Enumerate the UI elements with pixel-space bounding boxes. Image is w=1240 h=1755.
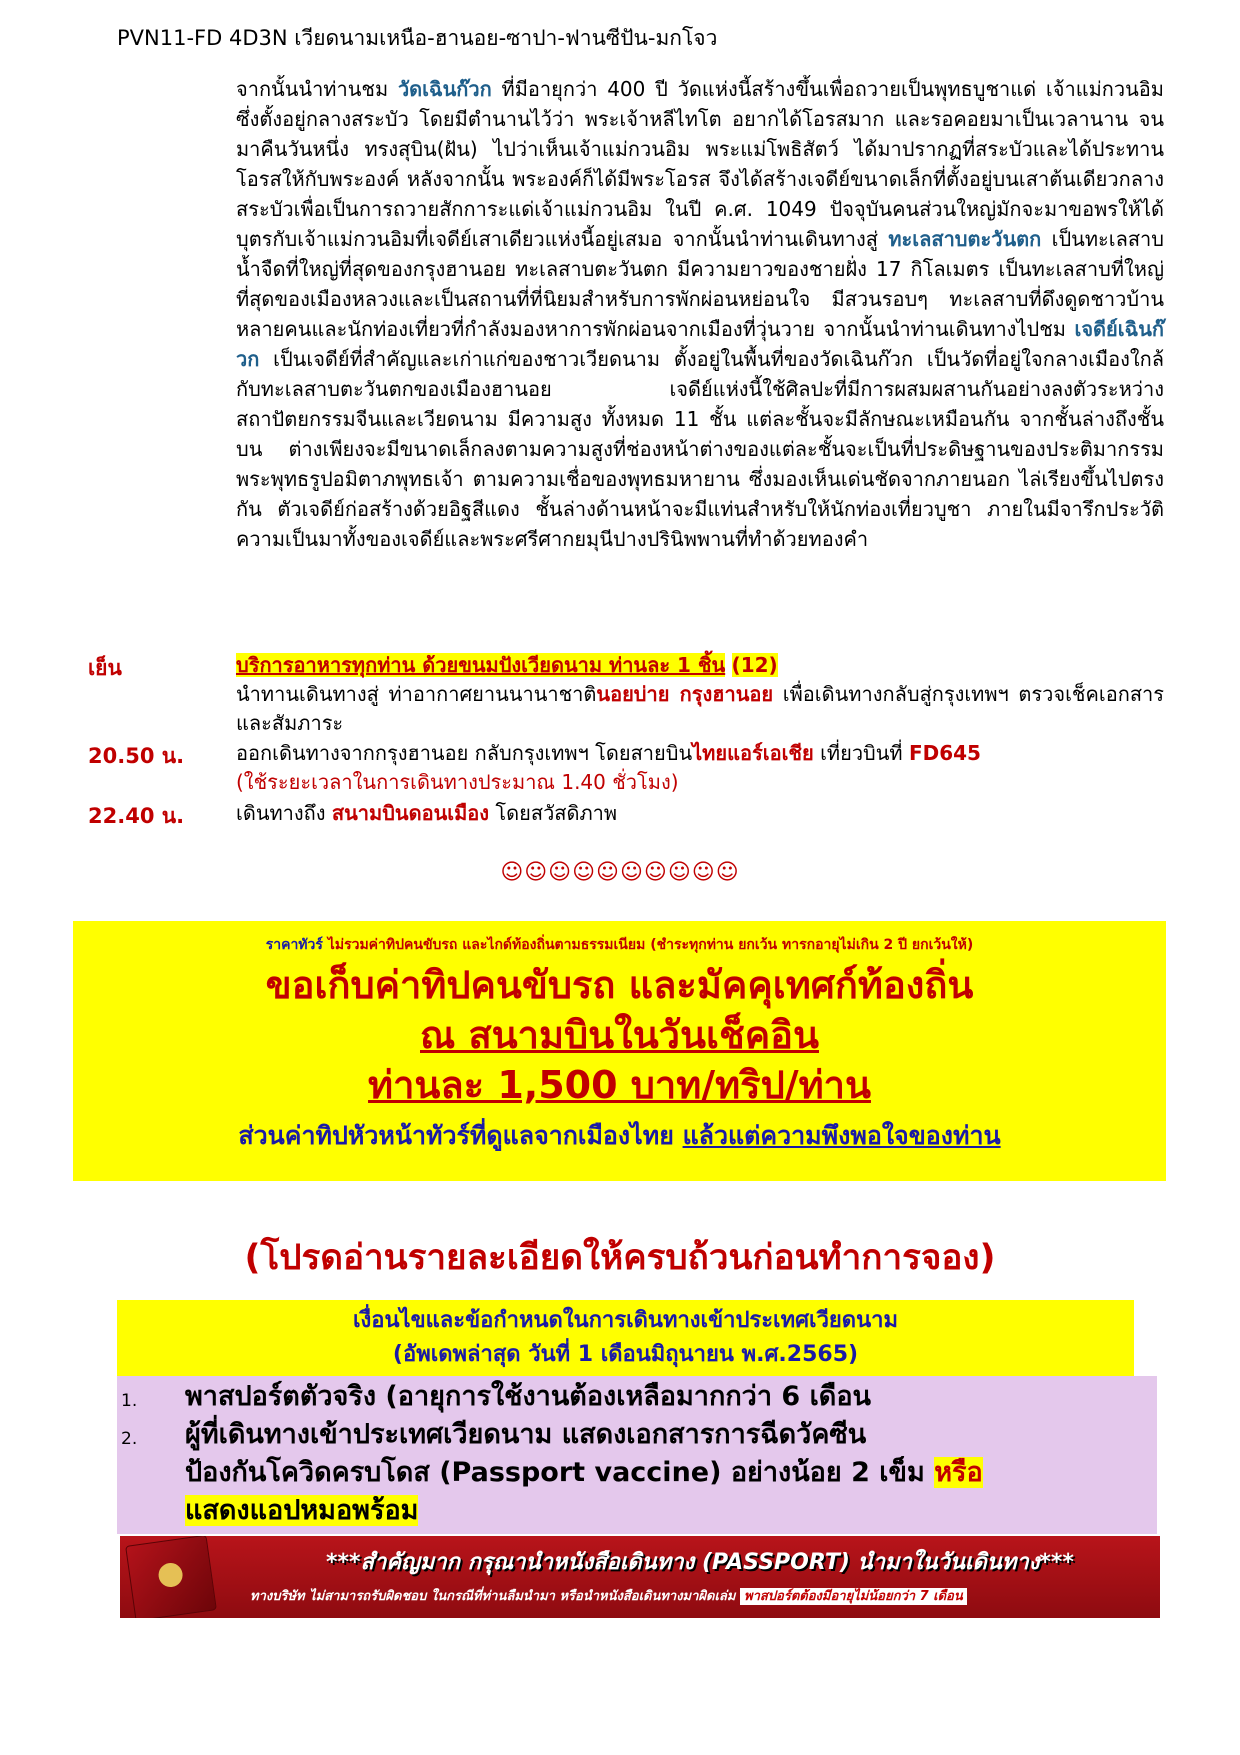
read-notice: (โปรดอ่านรายละเอียดให้ครบถ้วนก่อนทำการจอง) [244, 1238, 996, 1278]
page-header-title: PVN11-FD 4D3N เวียดนามเหนือ-ฮานอย-ซาปา-ฟานซีปัน-มกโจว [117, 26, 718, 50]
condition-1-number: 1. [121, 1391, 138, 1411]
smiley-divider: ☺☺☺☺☺☺☺☺☺☺ [500, 860, 740, 885]
desc-text-3: เป็นทะเลสาบน้ำจืดที่ใหญ่ที่สุดของกรุงฮานอย ทะเลสาบตะวันตก มีความยาวของชายฝั่ง 17 กิโลเมตร เป็นทะเลสาบที่ใหญ่ที่สุดของเมืองหลวงและเป็นสถานที่ที่นิยมสำหรับการพักผ่อนหย่อนใจ มีสวนรอบๆ ทะเลสาบที่ดึงดูดชาวบ้านหลายคนและนักท่องเที่ยวที่กำลังมองหาการพักผ่อนจากเมืองที่วุ่นวาย จากนั้นนำท่านเดินทางไปชม [236, 227, 1164, 341]
banner-bottom-line [250, 1585, 1150, 1606]
condition-2-line-3 [185, 1492, 983, 1530]
condition-2-line-2-text: ป้องกันโควิดครบโดส (Passport vaccine) อย่างน้อย 2 เข็ม [185, 1457, 935, 1488]
evening-label: เย็น [88, 656, 122, 680]
flight-number: FD645 [908, 741, 981, 765]
desc-text-1: จากนั้นนำท่านชม [236, 77, 398, 101]
passport-icon [125, 1536, 217, 1618]
tip-line-4b: แล้วแต่ความพึงพอใจของท่าน [682, 1121, 1001, 1150]
desc-text-2: ที่มีอายุกว่า 400 ปี วัดแห่งนี้สร้างขึ้นเพื่อถวายเป็นพุทธบูชาแด่ เจ้าแม่กวนอิม ซึ่งตั้งอยู่กลางสระบัว โดยมีตำนานไว้ว่า พระเจ้าหลีไทโต อยากได้โอรสมาก และรอคอยมาเป็นเวลานาน จนมาคืนวันหนึ่ง ทรงสุบิน(ฝัน) ไปว่าเห็นเจ้าแม่กวนอิม พระแม่โพธิสัตว์ ได้มาปรากฏที่สระบัวและได้ประทานโอรสให้กับพระองค์ หลังจากนั้น พระองค์ก็ได้มีพระโอรส จึงได้สร้างเจดีย์ขนาดเล็กที่ตั้งอยู่บนเสาต้นเดียวกลางสระบัวเพื่อเป็นการถวายสักการะแด่เจ้าแม่กวนอิม ในปี ค.ศ. 1049 ปัจจุบันคนส่วนใหญ่มักจะมาขอพรให้ได้บุตรกับเจ้าแม่กวนอิมที่เจดีย์เสาเดียวแห่งนี้อยู่เสมอ จากนั้นนำท่านเดินทางสู่ [236, 77, 1164, 251]
place-chen-quoc-temple: วัดเฉินก๊วก [397, 77, 492, 101]
conditions-updated: (อัพเดพล่าสุด วันที่ 1 เดือนมิถุนายน พ.ศ.2565) [392, 1342, 859, 1367]
place-west-lake: ทะเลสาบตะวันตก [888, 227, 1042, 251]
banner-warning: พาสปอร์ตต้องมีอายุไม่น้อยกว่า 7 เดือน [740, 1588, 967, 1605]
departure-text-a: ออกเดินทางจากกรุงฮานอย กลับกรุงเทพฯ โดยสายบิน [236, 741, 693, 765]
conditions-list [117, 1376, 1157, 1534]
dinner-line [236, 651, 1164, 680]
arrival-airport: สนามบินดอนเมือง [331, 801, 490, 825]
tip-line-4 [73, 1116, 1166, 1156]
departure-time: 20.50 น. [88, 744, 185, 768]
desc-text-4: เป็นเจดีย์ที่สำคัญและเก่าแก่ของชาวเวียดนาม ตั้งอยู่ในพื้นที่ของวัดเฉินก๊วก เป็นวัดที่อยู่ใจกลางเมืองใกล้กับทะเลสาบตะวันตกของเมืองฮานอย เจดีย์แห่งนี้ใช้ศิลปะที่มีการผสมผสานกันอย่างลงตัวระหว่างสถาปัตยกรรมจีนและเวียดนาม มีความสูง ทั้งหมด 11 ชั้น แต่ละชั้นจะมีลักษณะเหมือนกัน จากชั้นล่างถึงชั้นบน ต่างเพียงจะมีขนาดเล็กลงตามความสูงที่ช่องหน้าต่างของแต่ละชั้นจะเป็นที่ประดิษฐานของประติมากรรมพระพุทธรูปอมิตาภพุทธเจ้า ตามความเชื่อของพุทธมหายาน ซึ่งมองเห็นเด่นชัดจากภายนอก ไล่เรียงขึ้นไปตรงกัน ตัวเจดีย์ก่อสร้างด้วยอิฐสีแดง ชั้นล่างด้านหน้าจะมีแท่นสำหรับให้นักท่องเที่ยวบูชา ภายในมีจารึกประวัติความเป็นมาทั้งของเจดีย์และพระศรีศากยมุนีปางปรินิพพานที่ทำด้วยทองคำ [236, 347, 1164, 551]
arrival-text-a: เดินทางถึง [236, 801, 332, 825]
place-tran-quoc-pagoda: เจดีย์เฉินก๊วก [236, 317, 1164, 371]
airline-name: ไทยแอร์เอเชีย [692, 741, 814, 765]
tip-note [73, 934, 1166, 956]
tip-line-1: ขอเก็บค่าทิปคนขับรถ และมัคคุเทศก์ท้องถิ่น [265, 963, 974, 1007]
conditions-header [117, 1300, 1134, 1376]
tip-note-c: (ชำระทุกท่าน ยกเว้น ทารกอายุไม่เกิน 2 ปี ยกเว้นให้) [650, 937, 974, 953]
departure-text-b: เที่ยวบินที่ [813, 741, 909, 765]
departure-line [236, 739, 1164, 768]
banner-bottom-text: ทางบริษัท ไม่สามารถรับผิดชอบ ในกรณีที่ท่านลืมนำมา หรือนำหนังสือเดินทางมาผิดเล่ม [250, 1589, 740, 1604]
condition-2-line-1: ผู้ที่เดินทางเข้าประเทศเวียดนาม แสดงเอกสารการฉีดวัคซีน [185, 1419, 867, 1450]
condition-2-text [185, 1416, 983, 1530]
dinner-text: บริการอาหารทุกท่าน ด้วยขนมปังเวียดนาม ท่านละ 1 ชิ้น [236, 653, 726, 677]
tour-description [236, 74, 1164, 554]
tip-notice-box [73, 921, 1166, 1181]
dinner-number: (12) [731, 653, 778, 677]
tip-line-3: ท่านละ 1,500 บาท/ทริป/ท่าน [368, 1063, 871, 1107]
tip-line-2: ณ สนามบินในวันเช็คอิน [420, 1013, 819, 1057]
condition-2-or: หรือ [934, 1457, 983, 1488]
condition-1-text: พาสปอร์ตตัวจริง (อายุการใช้งานต้องเหลือมากกว่า 6 เดือน [185, 1381, 872, 1412]
arrival-time: 22.40 น. [88, 804, 185, 828]
banner-top-text: ***สำคัญมาก กรุณานำหนังสือเดินทาง (PASSPORT) นำมาในวันเดินทาง*** [326, 1550, 1074, 1575]
passport-emblem-icon [157, 1561, 184, 1588]
flight-duration: (ใช้ระยะเวลาในการเดินทางประมาณ 1.40 ชั่วโมง) [236, 770, 679, 794]
arrival-line [236, 799, 617, 828]
condition-2-number: 2. [121, 1429, 138, 1449]
airport-transfer-line [236, 680, 1164, 738]
condition-2-line-3-text: แสดงแอปหมอพร้อม [185, 1495, 419, 1526]
tip-note-b: ไม่รวมค่าทิปคนขับรถ และไกด์ท้องถิ่นตามธรรมเนียม [322, 937, 651, 953]
conditions-title: เงื่อนไขและข้อกำหนดในการเดินทางเข้าประเทศเวียดนาม [352, 1308, 898, 1333]
tip-line-4a: ส่วนค่าทิปหัวหน้าทัวร์ที่ดูแลจากเมืองไทย [238, 1121, 683, 1150]
airport-name: นอยบ่าย กรุงฮานอย [596, 682, 774, 706]
passport-warning-banner [120, 1536, 1160, 1618]
tip-note-a: ราคาทัวร์ [265, 937, 323, 953]
arrival-text-b: โดยสวัสดิภาพ [489, 801, 618, 825]
condition-2-line-2 [185, 1454, 983, 1492]
airport-text-c: เพื่อเดินทางกลับสู่กรุงเทพฯ ตรวจเช็คเอกสารและสัมภาระ [236, 682, 1165, 735]
airport-text-a: นำทานเดินทางสู่ ท่าอากาศยานนานาชาติ [236, 682, 597, 706]
